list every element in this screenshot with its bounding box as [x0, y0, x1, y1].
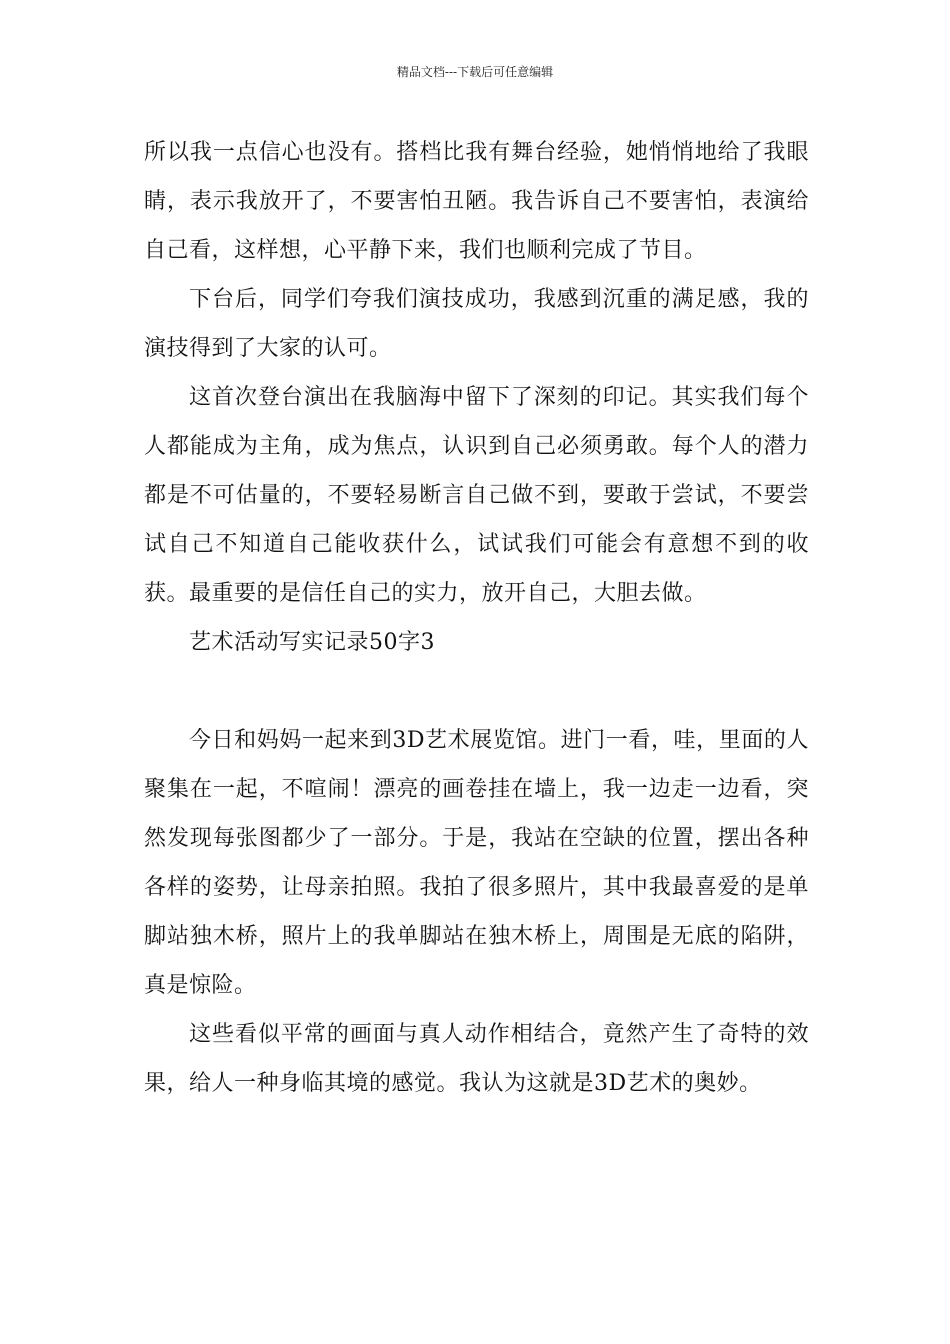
paragraph-reflection: 这首次登台演出在我脑海中留下了深刻的印记。其实我们每个人都能成为主角，成为焦点，认识到自己必须勇敢。每个人的潜力都是不可估量的，不要轻易断言自己做不到，要敢于尝试，不要尝试自己不知道自己能收获什么，试试我们可能会有意想不到的收获。最重要的是信任自己的实力，放开自己，大胆去做。 [144, 385, 809, 606]
page-header: 精品文档---下载后可任意编辑 [396, 65, 554, 79]
paragraph-3d-conclusion: 这些看似平常的画面与真人动作相结合，竟然产生了奇特的效果，给人一种身临其境的感觉。我认为这就是3D艺术的奥妙。 [144, 1022, 809, 1096]
paragraph-continued: 所以我一点信心也没有。搭档比我有舞台经验，她悄悄地给了我眼睛，表示我放开了，不要害怕丑陋。我告诉自己不要害怕，表演给自己看，这样想，心平静下来，我们也顺利完成了节目。 [144, 140, 809, 263]
blank-line [144, 667, 809, 716]
paragraph-3d-exhibition: 今日和妈妈一起来到3D艺术展览馆。进门一看，哇，里面的人聚集在一起，不喧闹！漂亮的画卷挂在墙上，我一边走一边看，突然发现每张图都少了一部分。于是，我站在空缺的位置，摆出各种各样的姿势，让母亲拍照。我拍了很多照片，其中我最喜爱的是单脚站独木桥，照片上的我单脚站在独木桥上，周围是无底的陷阱，真是惊险。 [144, 728, 809, 998]
section-heading: 艺术活动写实记录50字3 [189, 630, 435, 655]
document-body [144, 128, 809, 1108]
paragraph-after-stage: 下台后，同学们夸我们演技成功，我感到沉重的满足感，我的演技得到了大家的认可。 [144, 287, 809, 361]
